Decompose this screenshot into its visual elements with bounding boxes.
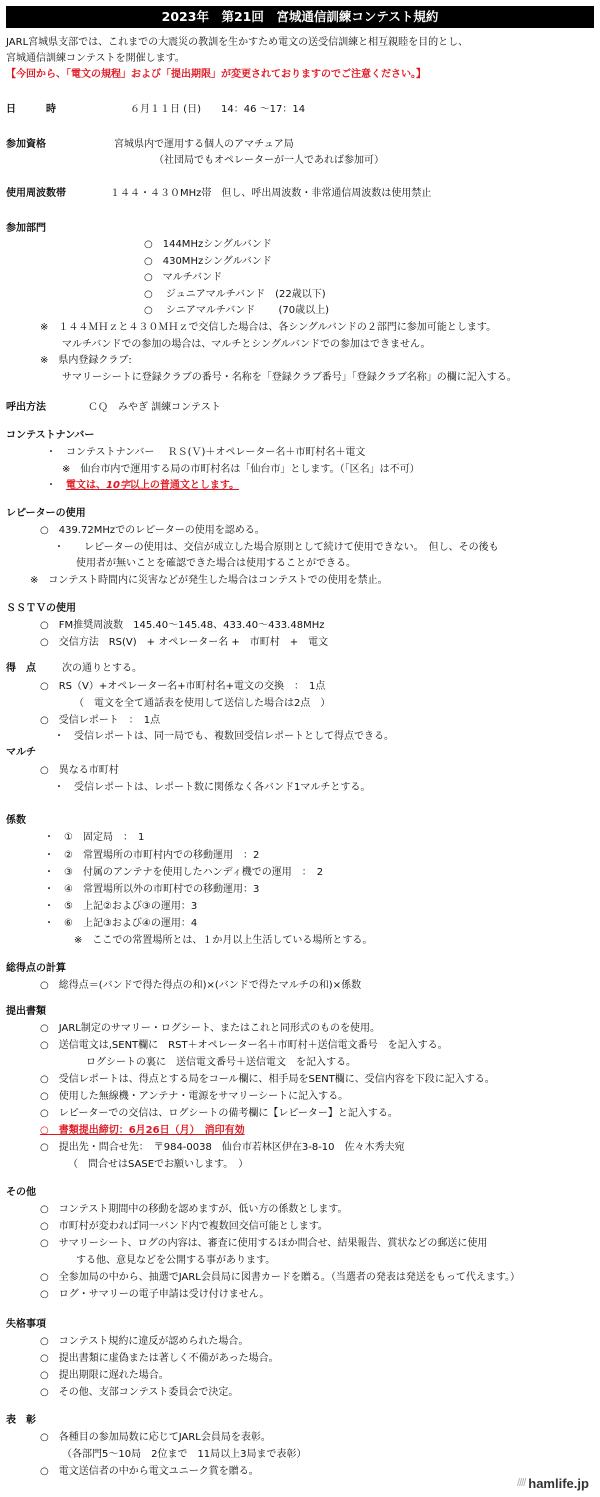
repeater-line-4: ※ コンテスト時間内に災害などが発生した場合はコンテストでの使用を禁止。 [30,575,388,586]
other-line-6: ○ ログ・サマリーの電子申請は受け付けません。 [40,1289,270,1300]
number-line-1: ・ コンテストナンバー ＲＳ(Ｖ)＋オペレーター名＋市町村名＋電文 [46,447,366,458]
submit-inquiry-note: （ 問合せはSASEでお願いします。 ） [68,1159,249,1170]
other-label: その他 [6,1187,36,1198]
category-item: ○ 430MHzシングルバンド [144,256,272,267]
number-label: コンテストナンバー [6,430,95,441]
submit-line-5: ○ 使用した無線機・アンテナ・電源をサマリーシートに記入する。 [40,1091,349,1102]
total-formula: ○ 総得点＝(バンドで得た得点の和)×(バンドで得たマルチの和)×係数 [40,980,362,991]
award-line-1: ○ 各種目の参加局数に応じてJARL会員局を表彰。 [40,1432,271,1443]
submit-line-6: ○ レピーターでの交信は、ログシートの備考欄に【レピーター】と記入する。 [40,1108,398,1119]
award-line-3: ○ 電文送信者の中から電文ユニーク賞を贈る。 [40,1466,259,1477]
number-line-3 [46,479,239,492]
sstv-line-2: ○ 交信方法 RS(V) + オペレーター名 + 市町村 + 電文 [40,637,329,648]
category-item: ○ 144MHzシングルバンド [144,239,272,250]
watermark [510,1473,596,1493]
submit-line-3: ログシートの裏に 送信電文番号＋送信電文 を記入する。 [86,1057,356,1068]
other-line-4: する他、意見などを公開する事があります。 [76,1255,276,1266]
sstv-line-1: ○ FM推奨周波数 145.40～145.48、433.40～433.48MHz [40,620,325,631]
score-label: 得 点 [6,663,36,674]
coef-item: ・ ⑥ 上記③および④の運用：4 [44,918,198,929]
submit-line-1: ○ JARL制定のサマリー・ログシート、またはこれと同形式のものを使用。 [40,1023,380,1034]
frequency-value: １４４・４３０MHz帯 但し、呼出周波数・非常通信周波数は使用禁止 [110,188,432,199]
category-note-1b: マルチバンドでの参加の場合は、マルチとシングルバンドでの参加はできません。 [62,339,431,350]
repeater-line-2: ・ レピーターの使用は、交信が成立した場合原則として続けて使用できない。 但し、その後も [54,542,499,553]
score-intro: 次の通りとする。 [62,663,142,674]
multi-label: マルチ [6,747,36,758]
bullet: ・ [46,480,66,491]
other-line-5: ○ 全参加局の中から、抽選でJARL会員局に図書カードを贈る。（当選者の発表は発送をもって代えます。） [40,1272,521,1283]
category-item: ○ シニアマルチバンド (70歳以上) [144,305,330,316]
call-label: 呼出方法 [6,402,46,413]
coef-item: ・ ④ 常置場所以外の市町村での移動運用：3 [44,884,260,895]
award-label: 表 彰 [6,1415,36,1426]
score-line-4: ・ 受信レポートは、同一局でも、複数回受信レポートとして得点できる。 [54,731,394,742]
message-rule: 電文は、10字以上の普通文とします。 [66,480,240,491]
submit-deadline: ○ 書類提出締切：6月26日（月） 消印有効 [40,1125,245,1136]
coef-item: ・ ② 常置場所の市町村内での移動運用 ：2 [44,850,260,861]
repeater-label: レピーターの使用 [6,508,86,519]
award-line-2: （各部門5～10局 2位まで 11局以上3局まで表彰） [62,1449,307,1460]
intro-line-1: JARL宮城県支部では、これまでの大震災の教訓を生かすため電文の送受信訓練と相互親睦を目的とし、 [6,37,469,48]
score-line-2: （ 電文を全て通話表を使用して送信した場合は2点 ） [74,698,331,709]
score-line-1: ○ RS（V）+オペレーター名+市町村名+電文の交換 ： 1点 [40,681,326,692]
sstv-label: ＳＳＴＶの使用 [6,603,76,614]
eligibility-line-2: （社団局でもオペレーターが一人であれば参加可） [154,155,384,166]
coef-note: ※ ここでの常置場所とは、１か月以上生活している場所とする。 [74,935,373,946]
categories-label: 参加部門 [6,223,46,234]
multi-line-1: ○ 異なる市町村 [40,765,119,776]
eligibility-line-1: 宮城県内で運用する個人のアマチュア局 [114,139,294,150]
submit-label: 提出書類 [6,1006,46,1017]
submit-line-4: ○ 受信レポートは、得点とする局をコール欄に、相手局をSENT欄に、受信内容を下段に記入する。 [40,1074,495,1085]
disq-line-2: ○ 提出書類に虚偽または著しく不備があった場合。 [40,1353,279,1364]
disq-line-3: ○ 提出期限に遅れた場合。 [40,1370,169,1381]
frequency-label: 使用周波数帯 [6,188,66,199]
category-note-2b: サマリーシートに登録クラブの番号・名称を「登録クラブ番号」「登録クラブ名称」の欄に記入する。 [62,372,517,383]
coef-label: 係数 [6,815,26,826]
category-note-1a: ※ １４４ＭＨｚと４３０ＭＨｚで交信した場合は、各シングルバンドの２部門に参加可能とします。 [40,322,497,333]
change-notice: 【今回から、「電文の規程」および「提出期限」が変更されておりますのでご注意ください。】 [6,69,426,80]
category-item: ○ マルチバンド [144,272,223,283]
multi-line-2: ・ 受信レポートは、レポート数に関係なく各バンド1マルチとする。 [54,782,371,793]
category-note-2a: ※ 県内登録クラブ: [40,355,132,366]
watermark-slashes: //// [517,1477,526,1489]
coef-item: ・ ① 固定局 ： 1 [44,832,145,843]
eligibility-label: 参加資格 [6,139,46,150]
submit-address: ○ 提出先・問合せ先： 〒984-0038 仙台市若林区伊在3-8-10 佐々木秀夫宛 [40,1142,405,1153]
disq-line-4: ○ その他、支部コンテスト委員会で決定。 [40,1387,239,1398]
number-line-2: ※ 仙台市内で運用する局の市町村名は「仙台市」とします。（「区名」は不可） [62,464,420,475]
other-line-1: ○ コンテスト期間中の移動を認めますが、低い方の係数とします。 [40,1204,348,1215]
coef-item: ・ ⑤ 上記②および③の運用：3 [44,901,198,912]
total-label: 総得点の計算 [6,963,66,974]
disq-label: 失格事項 [6,1319,46,1330]
repeater-line-1: ○ 439.72MHzでのレピーターの使用を認める。 [40,525,265,536]
coef-item: ・ ③ 付属のアンテナを使用したハンディ機での運用 ： 2 [44,867,324,878]
watermark-text: hamlife.jp [528,1475,589,1491]
page-title: 2023年 第21回 宮城通信訓練コンテスト規約 [6,6,594,28]
intro-line-2: 宮城通信訓練コンテストを開催します。 [6,53,185,64]
call-value: ＣＱ みやぎ 訓練コンテスト [88,402,221,413]
category-item: ○ ジュニアマルチバンド (22歳以下) [144,289,326,300]
disq-line-1: ○ コンテスト規約に違反が認められた場合。 [40,1336,249,1347]
datetime-label: 日 時 [6,104,56,115]
repeater-line-3: 使用者が無いことを確認できた場合は使用することができる。 [76,558,356,569]
score-line-3: ○ 受信レポート ： 1点 [40,715,161,726]
other-line-3: ○ サマリーシート、ログの内容は、審査に使用するほか問合せ、結果報告、賞状などの郵送に使用 [40,1238,488,1249]
submit-line-2: ○ 送信電文は,SENT欄に RST＋オペレーター名＋市町村＋送信電文番号 を記入する。 [40,1040,448,1051]
other-line-2: ○ 市町村が変われば同一バンド内で複数回交信可能とします。 [40,1221,328,1232]
datetime-value: ６月１１日 (日) 14：46 ～17：14 [130,104,306,115]
